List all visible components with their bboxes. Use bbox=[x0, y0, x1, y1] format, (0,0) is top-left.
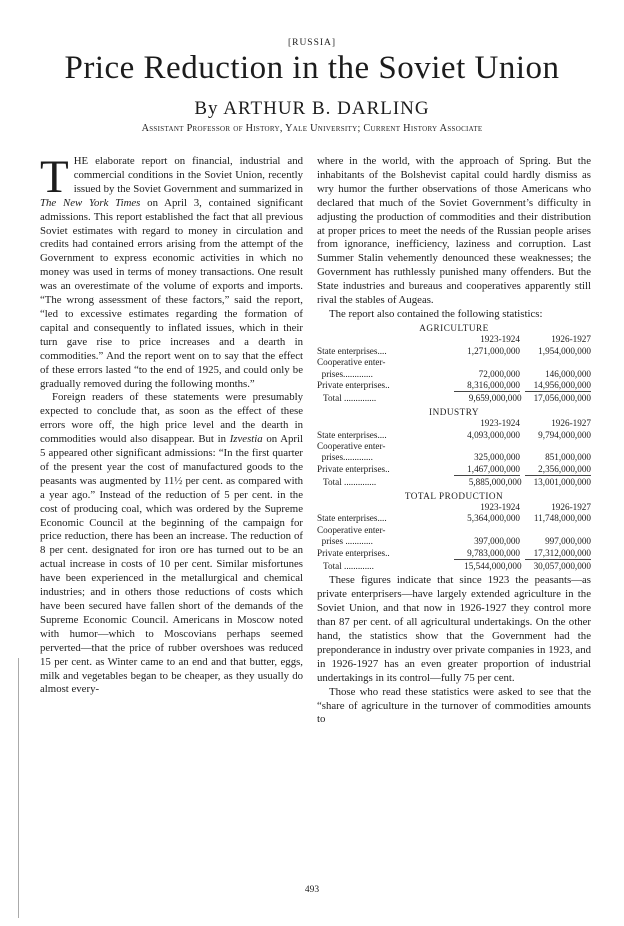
paragraph-4: The report also contained the following statistics: bbox=[329, 307, 543, 320]
statistics-tables bbox=[317, 323, 591, 573]
total-value: 9,659,000,000 bbox=[468, 393, 522, 404]
year-column-header: 1926-1927 bbox=[551, 418, 591, 429]
section-label: [RUSSIA] bbox=[287, 38, 337, 48]
year-column-header: 1926-1927 bbox=[551, 334, 591, 345]
row-value: 2,356,000,000 bbox=[538, 463, 591, 474]
table-year-header bbox=[317, 334, 591, 345]
row-label: Cooperative enter- bbox=[317, 524, 386, 535]
total-value: 15,544,000,000 bbox=[464, 561, 522, 571]
row-value: 17,312,000,000 bbox=[533, 547, 591, 558]
table-row bbox=[317, 369, 591, 380]
row-label: prises ............ bbox=[317, 536, 373, 547]
row-value: 8,316,000,000 bbox=[467, 379, 520, 390]
row-value: 146,000,000 bbox=[545, 368, 591, 379]
margin-rule bbox=[18, 658, 19, 918]
table-row bbox=[317, 452, 591, 463]
table-heading: AGRICULTURE bbox=[419, 322, 489, 333]
article-title: Price Reduction in the Soviet Union bbox=[64, 50, 560, 86]
paragraph-5: These figures indicate that since 1923 the peasants—as private enterprisers—have largely extended agriculture in the Soviet Union, and that now in 1926-1927 they control more than 87 per cent. of all agricultural undertakings. On the other hand, the statistics show that the Government had the preponderance in industry over private companies in 1923, and in 1926-1927 has an even greater proportion of industrial undertakings in its control—fully 75 per cent. bbox=[317, 574, 591, 684]
row-value: 9,794,000,000 bbox=[538, 429, 591, 440]
table-year-header bbox=[317, 418, 591, 429]
total-label: Total .............. bbox=[323, 477, 377, 488]
row-label: Cooperative enter- bbox=[317, 440, 386, 451]
author-byline: By ARTHUR B. DARLING bbox=[194, 98, 430, 119]
row-label: State enterprises.... bbox=[317, 429, 387, 440]
statistics-table bbox=[317, 491, 591, 573]
table-row bbox=[317, 536, 591, 547]
row-value: 5,364,000,000 bbox=[467, 513, 520, 524]
table-row bbox=[317, 441, 591, 452]
right-column bbox=[317, 155, 591, 727]
statistics-table bbox=[317, 407, 591, 489]
page-number: 493 bbox=[304, 885, 320, 895]
total-label: Total ............. bbox=[323, 561, 374, 571]
year-column-header: 1923-1924 bbox=[480, 418, 520, 429]
table-row bbox=[317, 548, 591, 559]
left-column bbox=[40, 151, 304, 697]
table-row bbox=[317, 380, 591, 391]
row-value: 1,271,000,000 bbox=[467, 345, 520, 356]
row-label: Private enterprises.. bbox=[317, 547, 390, 558]
total-value: 17,056,000,000 bbox=[533, 393, 591, 404]
table-row bbox=[317, 346, 591, 357]
row-value: 325,000,000 bbox=[474, 452, 520, 463]
newspaper-name: The New York Times bbox=[40, 196, 141, 209]
table-row bbox=[317, 357, 591, 368]
paragraph-1: THE elaborate report on financial, industrial and commercial conditions in the Soviet Union, recently issued by the Soviet Government and summarized in The New York Times on April 3, contained significant admissions. This report established the fact that all previous Soviet estimates with regard to money in circulation and credits had contained errors arising from the attempt of the Government to express economic activities in which no money was used in terms of money transactions. One result was an overestimate of the volume of exports and imports. “The wrong assessment of these factors,” said the report, “led to excessive estimates regarding the formation of capital and consequently to inflated issues, which in their turn gave rise to price increases and a dearth in commodities.” And the report went on to say that the effect of these errors lasted “to the end of 1925, and could only be gradually removed during the following months.” bbox=[40, 151, 303, 390]
row-label: State enterprises.... bbox=[317, 345, 387, 356]
row-value bbox=[449, 525, 520, 536]
row-label: prises............. bbox=[317, 452, 373, 463]
drop-cap: T bbox=[40, 151, 69, 203]
row-value: 997,000,000 bbox=[545, 536, 591, 547]
statistics-table bbox=[317, 323, 591, 405]
table-row bbox=[317, 525, 591, 536]
newspaper-name: Izvestia bbox=[229, 433, 263, 446]
table-row bbox=[317, 464, 591, 475]
row-value bbox=[449, 357, 520, 368]
row-label: Cooperative enter- bbox=[317, 357, 386, 368]
row-value: 1,954,000,000 bbox=[538, 345, 591, 356]
row-value bbox=[520, 357, 591, 368]
row-value: 11,748,000,000 bbox=[533, 513, 591, 524]
table-row bbox=[317, 430, 591, 441]
row-value: 397,000,000 bbox=[474, 536, 520, 547]
row-value bbox=[449, 441, 520, 452]
total-value: 5,885,000,000 bbox=[468, 477, 522, 488]
table-total-row bbox=[317, 477, 591, 488]
row-value: 72,000,000 bbox=[478, 368, 520, 379]
row-value bbox=[520, 525, 591, 536]
total-value: 13,001,000,000 bbox=[533, 477, 591, 488]
row-value: 4,093,000,000 bbox=[467, 429, 520, 440]
total-value: 30,057,000,000 bbox=[533, 561, 591, 571]
table-heading: INDUSTRY bbox=[429, 406, 479, 417]
table-heading: TOTAL PRODUCTION bbox=[404, 490, 504, 501]
row-label: State enterprises.... bbox=[317, 513, 387, 524]
table-year-header bbox=[317, 502, 591, 513]
paragraph-2: Foreign readers of these statements were presumably expected to conclude that, as soon as the effect of these errors wore off, the high price level and the dearth in commodities would also disappear. But in Izvestia on April 5 appeared other significant admissions: “In the first quarter of the present year the cost of manufactured goods to the peasants was augmented by 11½ per cent. as compared with a year ago.” Instead of the reduction of 5 per cent. in the cost of producing coal, which was ordered by the Supreme Economic Council at the beginning of the campaign for price reduction, there has been an increase. The reduction of 8 per cent. designated for iron ore has turned out to be an actual increase in costs of 10 per cent. Similar misfortunes have been experienced in the metallurgical and chemical industries; and in others those reductions of costs which have been secured have fallen short of the demands of the Supreme Economic Council. Americans in Moscow noted with humor—which to Moscovians perhaps seemed perverted—that the price of rubber overshoes was reduced 15 per cent. as Winter came to an end and that butter, eggs, milk and vegetables began to be cheaper, as they usually do almost every- bbox=[40, 391, 304, 696]
year-column-header: 1923-1924 bbox=[480, 501, 520, 512]
paragraph-6: Those who read these statistics were asked to see that the “share of agriculture in the turnover of commodities amounts to bbox=[317, 685, 591, 726]
row-label: prises............. bbox=[317, 368, 373, 379]
total-label: Total .............. bbox=[323, 393, 377, 404]
year-column-header: 1923-1924 bbox=[480, 334, 520, 345]
row-label: Private enterprises.. bbox=[317, 463, 390, 474]
row-value: 9,783,000,000 bbox=[467, 547, 520, 558]
author-affiliation: Assistant Professor of History, Yale University; Current History Associate bbox=[141, 123, 483, 134]
row-label: Private enterprises.. bbox=[317, 379, 390, 390]
row-value: 1,467,000,000 bbox=[467, 463, 520, 474]
row-value: 851,000,000 bbox=[545, 452, 591, 463]
paragraph-3: where in the world, with the approach of Spring. But the inhabitants of the Bolshevist capital could hardly dismiss as wry humor the further observations of those Americans who declared that much of the Soviet Government’s difficulty in adjusting the production of commodities and their distribution at proper prices to meet the needs of the Russian people arises from ignorance, inefficiency, laziness and corruption. Last Summer Stalin vehemently denounced these weaknesses; the Government has ruthlessly punished many offenders. But the State industries and bureaus and cooperatives apparently still rival the stables of Augeas. bbox=[317, 155, 591, 307]
row-value bbox=[520, 441, 591, 452]
table-total-row bbox=[317, 561, 591, 572]
year-column-header: 1926-1927 bbox=[551, 501, 591, 512]
table-total-row bbox=[317, 393, 591, 404]
row-value: 14,956,000,000 bbox=[533, 379, 591, 390]
table-row bbox=[317, 513, 591, 524]
